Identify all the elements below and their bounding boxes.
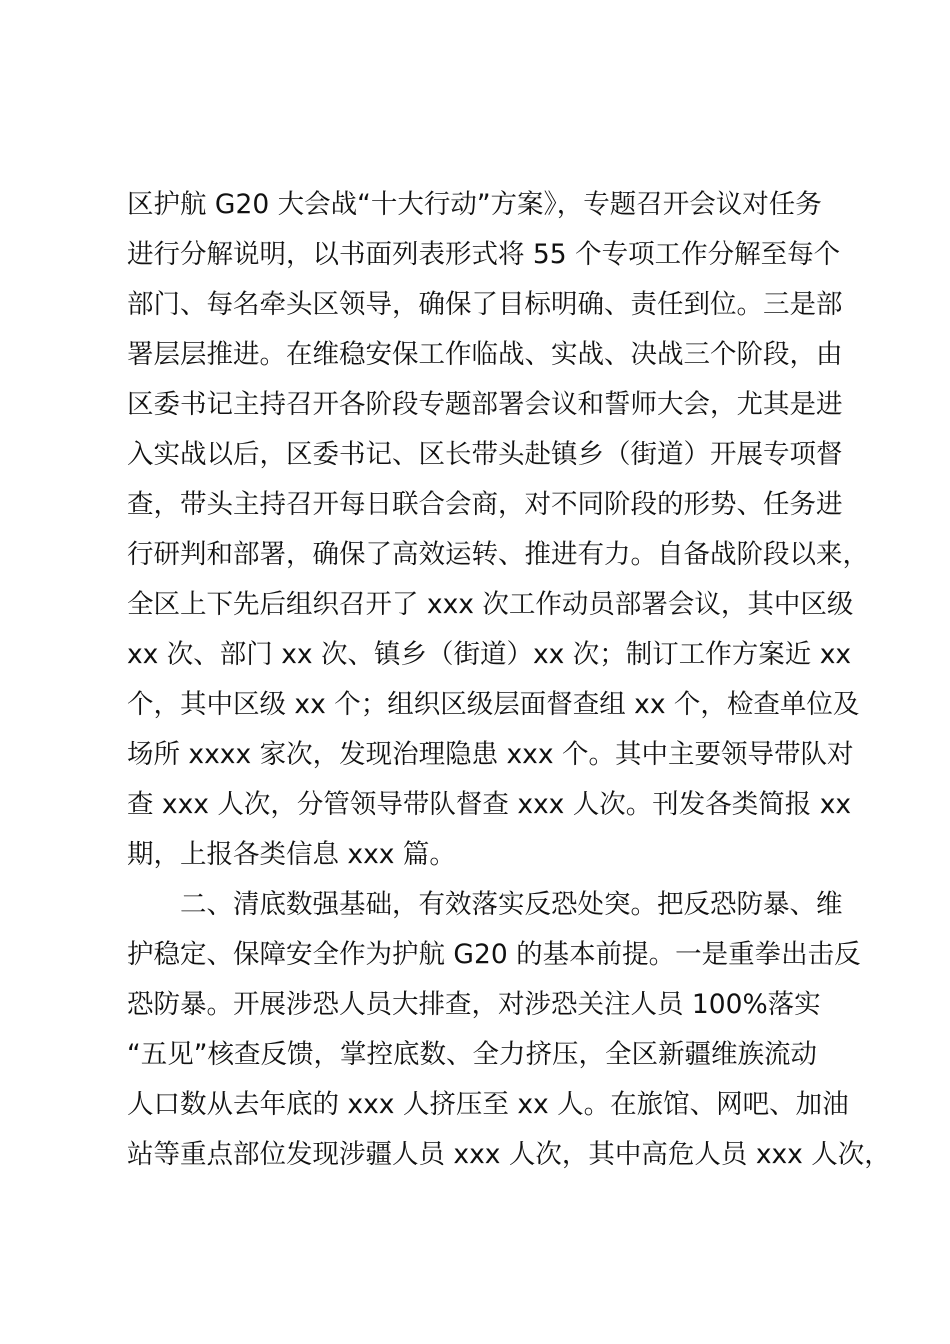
text-line: 区护航 G20 大会战“十大行动”方案》，专题召开会议对任务 [127, 189, 822, 220]
text-line: “五见”核查反馈，掌控底数、全力挤压，全区新疆维族流动 [127, 1039, 817, 1070]
text-line: 人口数从去年底的 xxx 人挤压至 xx 人。在旅馆、网吧、加油 [127, 1089, 849, 1120]
text-line: 入实战以后，区委书记、区长带头赴镇乡（街道）开展专项督 [127, 439, 843, 470]
text-line: 署层层推进。在维稳安保工作临战、实战、决战三个阶段，由 [127, 339, 843, 370]
section-heading-line: 二、清底数强基础，有效落实反恐处突。把反恐防暴、维 [127, 889, 843, 920]
text-line: 恐防暴。开展涉恐人员大排查，对涉恐关注人员 100%落实 [127, 989, 821, 1020]
text-line: 查，带头主持召开每日联合会商，对不同阶段的形势、任务进 [127, 489, 843, 520]
text-line: 区委书记主持召开各阶段专题部署会议和誓师大会，尤其是进 [127, 389, 843, 420]
text-line: xx 次、部门 xx 次、镇乡（街道）xx 次；制订工作方案近 xx [127, 639, 852, 670]
text-line: 站等重点部位发现涉疆人员 xxx 人次，其中高危人员 xxx 人次， [127, 1139, 891, 1170]
text-line: 行研判和部署，确保了高效运转、推进有力。自备战阶段以来， [127, 539, 869, 570]
text-line: 场所 xxxx 家次，发现治理隐患 xxx 个。其中主要领导带队对 [127, 739, 854, 770]
text-line: 全区上下先后组织召开了 xxx 次工作动员部署会议，其中区级 [127, 589, 854, 620]
text-line: 期，上报各类信息 xxx 篇。 [127, 839, 456, 870]
text-line: 部门、每名牵头区领导，确保了目标明确、责任到位。三是部 [127, 289, 843, 320]
text-line: 护稳定、保障安全作为护航 G20 的基本前提。一是重拳出击反 [127, 939, 861, 970]
text-line: 查 xxx 人次，分管领导带队督查 xxx 人次。刊发各类简报 xx [127, 789, 852, 820]
text-line: 个，其中区级 xx 个；组织区级层面督查组 xx 个，检查单位及 [127, 689, 860, 720]
text-line: 进行分解说明，以书面列表形式将 55 个专项工作分解至每个 [127, 239, 841, 270]
document-body [127, 180, 891, 1180]
